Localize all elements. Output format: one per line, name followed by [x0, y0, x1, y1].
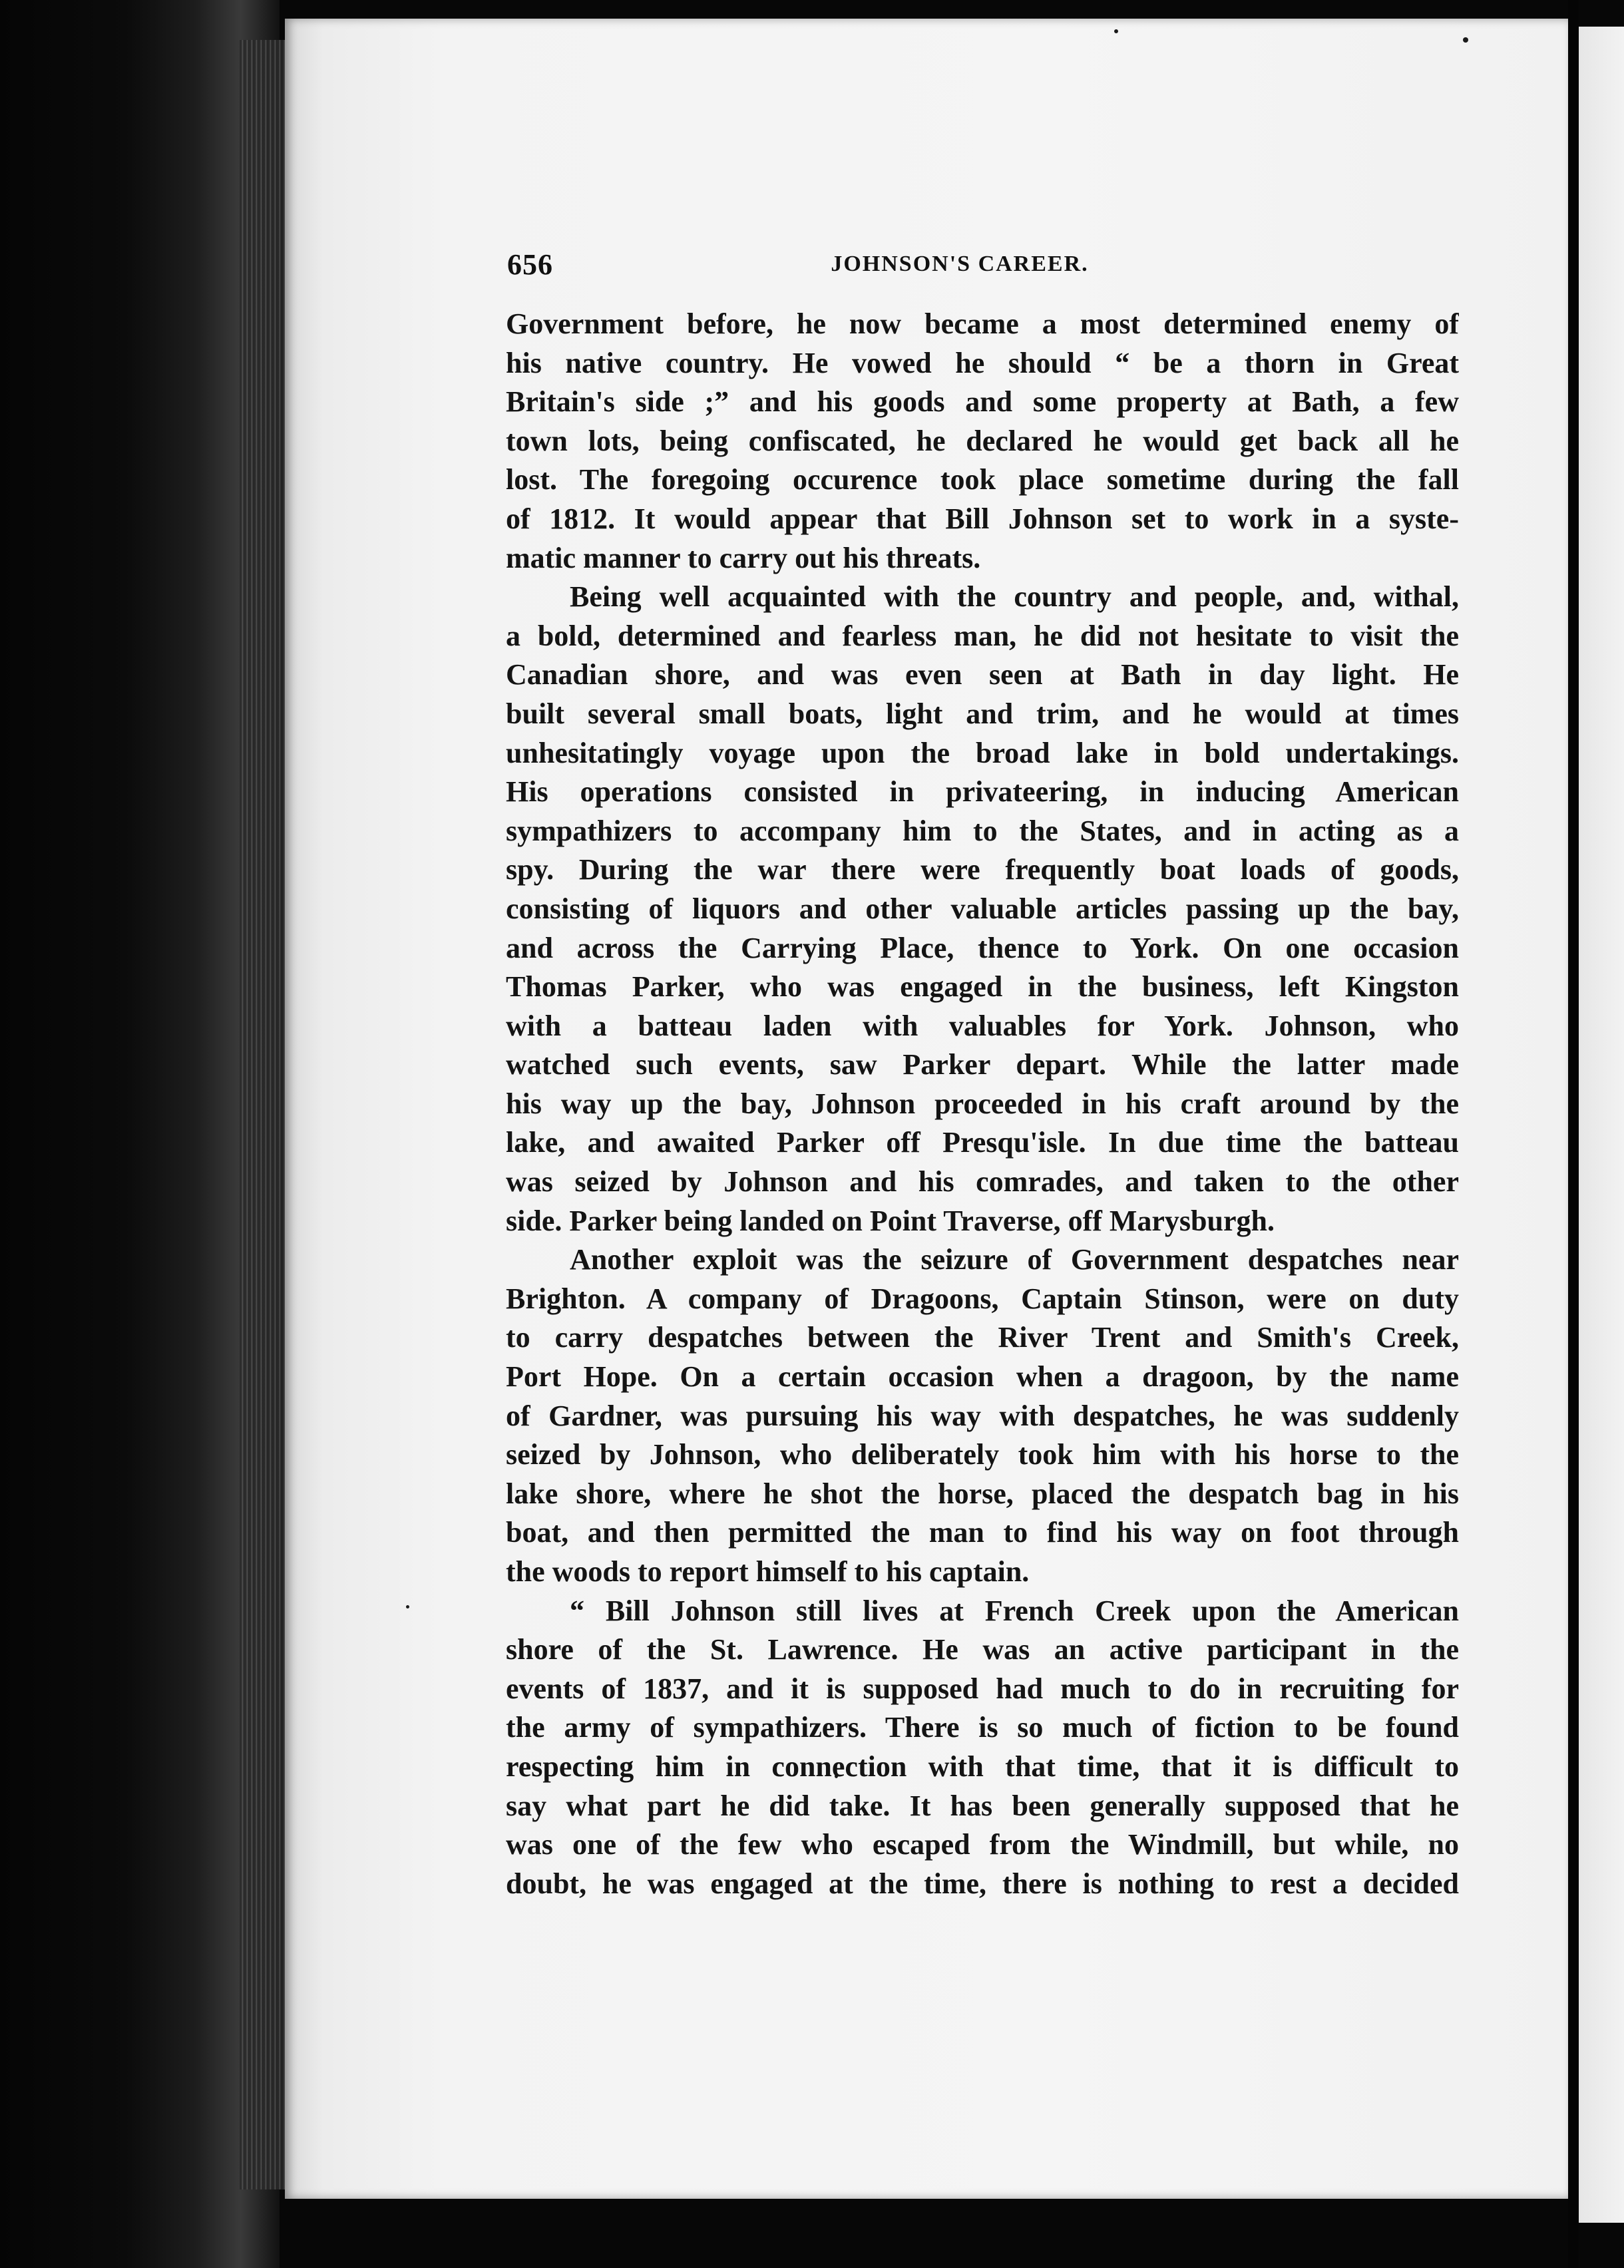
text-line: and across the Carrying Place, thence to York. On one occasion [506, 931, 1459, 964]
text-line: a bold, determined and fearless man, he did not hesitate to visit the [506, 619, 1459, 652]
page-edges [240, 40, 286, 2189]
text-line: shore of the St. Lawrence. He was an active participant in the [506, 1633, 1459, 1666]
text-line: “ Bill Johnson still lives at French Creek upon the American [570, 1594, 1459, 1627]
text-line: his way up the bay, Johnson proceeded in his craft around by the [506, 1087, 1459, 1120]
text-line: was one of the few who escaped from the Windmill, but while, no [506, 1828, 1459, 1861]
text-line: events of 1837, and it is supposed had much to do in recruiting for [506, 1672, 1459, 1705]
text-line: lake shore, where he shot the horse, placed the despatch bag in his [506, 1477, 1459, 1510]
text-line: consisting of liquors and other valuable articles passing up the bay, [506, 892, 1459, 925]
paragraph [506, 1592, 1459, 1904]
text-line: matic manner to carry out his threats. [506, 541, 981, 574]
text-line: watched such events, saw Parker depart. While the latter made [506, 1048, 1459, 1081]
text-line: of Gardner, was pursuing his way with despatches, he was suddenly [506, 1399, 1459, 1432]
text-line: spy. During the war there were frequently boat loads of goods, [506, 853, 1459, 886]
text-line: lost. The foregoing occurence took place sometime during the fall [506, 463, 1459, 496]
text-line: say what part he did take. It has been generally supposed that he [506, 1789, 1459, 1822]
book-binding [0, 0, 280, 2268]
text-line: Britain's side ;” and his goods and some property at Bath, a few [506, 385, 1459, 419]
text-line: side. Parker being landed on Point Traverse, off Marysburgh. [506, 1204, 1275, 1237]
page-header [507, 248, 1459, 287]
body-text [506, 305, 1459, 1903]
text-line: doubt, he was engaged at the time, there is nothing to rest a decided [506, 1867, 1459, 1900]
text-line: Being well acquainted with the country and people, and, withal, [570, 580, 1459, 614]
paragraph [506, 305, 1459, 578]
text-line: unhesitatingly voyage upon the broad lake in bold undertakings. [506, 736, 1459, 769]
scan-speck [1463, 37, 1468, 43]
scan-speck [1114, 29, 1118, 33]
running-head: JOHNSON'S CAREER. [831, 252, 1089, 276]
text-line: of 1812. It would appear that Bill Johnson set to work in a syste- [506, 502, 1459, 535]
scan-speck [406, 1605, 409, 1608]
text-line: his native country. He vowed he should “ be a thorn in Great [506, 346, 1459, 379]
text-line: was seized by Johnson and his comrades, and taken to the other [506, 1165, 1459, 1199]
adjacent-page-edge [1579, 27, 1624, 2223]
text-line: lake, and awaited Parker off Presqu'isle. In due time the batteau [506, 1126, 1459, 1159]
text-line: with a batteau laden with valuables for York. Johnson, who [506, 1009, 1459, 1042]
paragraph [506, 1240, 1459, 1591]
text-line: respecting him in connection with that time, that it is difficult to [506, 1750, 1459, 1783]
text-line: Thomas Parker, who was engaged in the business, left Kingston [506, 970, 1459, 1004]
paragraph [506, 578, 1459, 1240]
text-line: Canadian shore, and was even seen at Bath in day light. He [506, 658, 1459, 691]
text-line: Another exploit was the seizure of Government despatches near [570, 1243, 1459, 1276]
text-line: seized by Johnson, who deliberately took him with his horse to the [506, 1438, 1459, 1471]
text-line: Government before, he now became a most determined enemy of [506, 307, 1459, 340]
text-line: sympathizers to accompany him to the States, and in acting as a [506, 814, 1459, 847]
text-line: town lots, being confiscated, he declared he would get back all he [506, 424, 1459, 457]
page-gutter [1568, 0, 1579, 2268]
text-line: Brighton. A company of Dragoons, Captain Stinson, were on duty [506, 1282, 1459, 1315]
text-line: Port Hope. On a certain occasion when a dragoon, by the name [506, 1360, 1459, 1394]
text-line: to carry despatches between the River Trent and Smith's Creek, [506, 1321, 1459, 1354]
page-number: 656 [507, 248, 553, 281]
text-line: the woods to report himself to his captain. [506, 1555, 1030, 1588]
text-line: His operations consisted in privateering, in inducing American [506, 775, 1459, 809]
text-line: built several small boats, light and trim, and he would at times [506, 697, 1459, 730]
text-line: the army of sympathizers. There is so much of fiction to be found [506, 1711, 1459, 1744]
text-line: boat, and then permitted the man to find his way on foot through [506, 1516, 1459, 1549]
